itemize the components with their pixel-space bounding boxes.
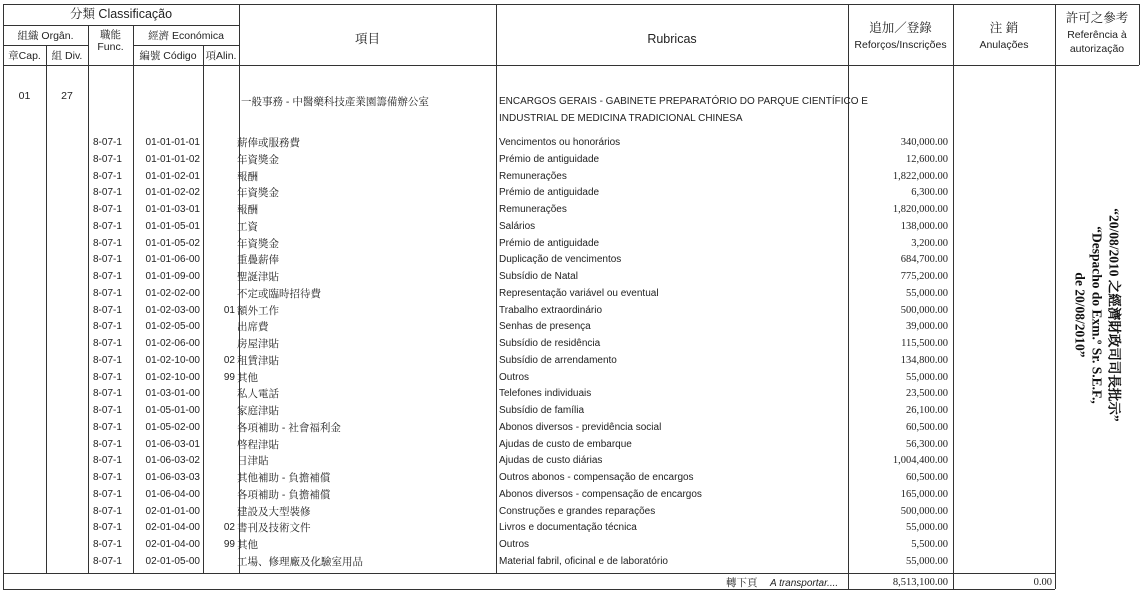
row-code: 01-03-01-00 (145, 388, 200, 399)
header-anulacoes: Anulações (979, 39, 1029, 51)
authorization-line3: de 20/08/2010” (1072, 272, 1088, 358)
row-amount: 55,000.00 (906, 556, 948, 567)
row-code: 02-01-01-00 (145, 506, 200, 517)
row-rubrica: Trabalho extraordinário (499, 305, 603, 316)
header-classificacao: 分類 Classificação (69, 7, 173, 21)
section-rubrica-line2: INDUSTRIAL DE MEDICINA TRADICIONAL CHINESA (499, 113, 743, 124)
row-code: 02-01-04-00 (145, 522, 200, 533)
row-func: 8-07-1 (93, 137, 122, 148)
row-item: 工場、修理廠及化驗室用品 (237, 556, 363, 568)
row-rubrica: Material fabril, oficinal e de laboratório (499, 556, 668, 567)
row-amount: 6,300.00 (911, 187, 948, 198)
header-alin: 項Alin. (205, 50, 237, 62)
rule-classification (3, 25, 239, 26)
row-code: 01-01-05-01 (145, 221, 200, 232)
row-func: 8-07-1 (93, 154, 122, 165)
row-item: 報酬 (237, 171, 258, 183)
row-amount: 340,000.00 (900, 137, 948, 148)
row-amount: 1,822,000.00 (892, 171, 948, 182)
row-code: 01-01-01-02 (145, 154, 200, 165)
rule-economica (133, 45, 239, 46)
row-func: 8-07-1 (93, 271, 122, 282)
row-item: 不定或臨時招待費 (237, 288, 321, 300)
row-item: 各項補助 - 負擔補償 (237, 489, 331, 501)
row-amount: 165,000.00 (900, 489, 948, 500)
row-rubrica: Prémio de antiguidade (499, 154, 600, 165)
row-code: 01-01-09-00 (145, 271, 200, 282)
section-div: 27 (61, 90, 73, 102)
row-code: 01-06-03-03 (145, 472, 200, 483)
row-func: 8-07-1 (93, 254, 122, 265)
row-func: 8-07-1 (93, 522, 122, 533)
row-amount: 55,000.00 (906, 372, 948, 383)
row-amount: 684,700.00 (900, 254, 948, 265)
row-item: 日津貼 (237, 455, 269, 467)
row-item: 額外工作 (237, 305, 279, 317)
row-code: 01-01-02-01 (145, 171, 200, 182)
row-amount: 1,004,400.00 (892, 455, 948, 466)
section-item: 一般事務 - 中醫藥科技產業園籌備辦公室 (241, 96, 429, 108)
row-rubrica: Prémio de antiguidade (499, 238, 600, 249)
footer-transport-cn: 轉下頁 (726, 577, 758, 589)
row-code: 01-02-10-00 (145, 355, 200, 366)
row-item: 租賃津貼 (237, 355, 279, 367)
row-item: 房屋津貼 (237, 338, 279, 350)
row-rubrica: Subsídio de família (499, 405, 585, 416)
row-amount: 5,500.00 (911, 539, 948, 550)
rule-top (3, 4, 1139, 5)
row-func: 8-07-1 (93, 355, 122, 366)
row-rubrica: Construções e grandes reparações (499, 506, 656, 517)
row-func: 8-07-1 (93, 455, 122, 466)
row-code: 01-01-01-01 (145, 137, 200, 148)
vline-cap (46, 45, 47, 573)
row-rubrica: Outros (499, 539, 530, 550)
header-ref-1: Referência à (1067, 29, 1127, 41)
row-item: 家庭津貼 (237, 405, 279, 417)
footer-transport-pt: A transportar.... (770, 578, 839, 589)
row-item: 其他 (237, 372, 258, 384)
row-amount: 1,820,000.00 (892, 204, 948, 215)
row-func: 8-07-1 (93, 338, 122, 349)
row-rubrica: Abonos diversos - compensação de encargos (499, 489, 702, 500)
row-func: 8-07-1 (93, 204, 122, 215)
row-code: 02-01-05-00 (145, 556, 200, 567)
row-code: 01-01-02-02 (145, 187, 200, 198)
row-amount: 3,200.00 (911, 238, 948, 249)
header-reforcos: Reforços/Inscrições (854, 39, 947, 51)
row-item: 出席費 (237, 321, 269, 333)
row-rubrica: Subsídio de arrendamento (499, 355, 617, 366)
row-amount: 500,000.00 (900, 305, 948, 316)
row-code: 01-01-06-00 (145, 254, 200, 265)
vline-anulacoes (1055, 4, 1056, 589)
row-rubrica: Subsídio de Natal (499, 271, 578, 282)
row-code: 01-06-03-01 (145, 439, 200, 450)
vline-div (88, 25, 89, 573)
row-func: 8-07-1 (93, 305, 122, 316)
header-func-cn: 職能 (100, 29, 121, 41)
vline-right (1139, 4, 1140, 65)
row-func: 8-07-1 (93, 187, 122, 198)
row-amount: 60,500.00 (906, 422, 948, 433)
authorization-reference (1072, 208, 1123, 421)
row-func: 8-07-1 (93, 472, 122, 483)
vline-reforcos (953, 4, 954, 589)
row-amount: 26,100.00 (906, 405, 948, 416)
row-item: 其他 (237, 539, 258, 551)
row-item: 啓程津貼 (237, 439, 279, 451)
row-func: 8-07-1 (93, 221, 122, 232)
row-item: 薪俸或服務費 (237, 137, 300, 149)
row-code: 01-02-05-00 (145, 321, 200, 332)
row-item: 其他補助 - 負擔補償 (237, 472, 331, 484)
rule-body-bottom (3, 573, 1055, 574)
row-rubrica: Outros abonos - compensação de encargos (499, 472, 694, 483)
row-rubrica: Subsídio de residência (499, 338, 601, 349)
row-rubrica: Salários (499, 221, 536, 232)
row-amount: 55,000.00 (906, 288, 948, 299)
header-ref-2: autorização (1069, 43, 1125, 55)
row-func: 8-07-1 (93, 439, 122, 450)
row-item: 書刊及技術文件 (237, 522, 311, 534)
header-item: 項目 (354, 32, 380, 46)
header-reforcos-cn: 追加／登錄 (869, 21, 932, 35)
row-rubrica: Senhas de presença (499, 321, 591, 332)
section-cap: 01 (18, 90, 31, 102)
row-func: 8-07-1 (93, 288, 122, 299)
row-amount: 500,000.00 (900, 506, 948, 517)
row-item: 報酬 (237, 204, 258, 216)
vline-item (496, 4, 497, 573)
header-anulacoes-cn: 注 銷 (989, 21, 1019, 35)
row-item: 私人電話 (237, 388, 279, 400)
row-amount: 775,200.00 (900, 271, 948, 282)
row-rubrica: Duplicação de vencimentos (499, 254, 622, 265)
row-rubrica: Prémio de antiguidade (499, 187, 600, 198)
row-rubrica: Remunerações (499, 204, 567, 215)
footer-total-reforcos: 8,513,100.00 (892, 577, 948, 588)
row-amount: 115,500.00 (901, 338, 948, 349)
row-func: 8-07-1 (93, 539, 122, 550)
row-func: 8-07-1 (93, 388, 122, 399)
row-rubrica: Outros (499, 372, 530, 383)
row-func: 8-07-1 (93, 372, 122, 383)
row-alin: 02 (223, 355, 235, 366)
row-alin: 99 (223, 539, 235, 550)
row-item: 年資獎金 (237, 154, 279, 166)
row-rubrica: Representação variável ou eventual (499, 288, 659, 299)
row-amount: 138,000.00 (900, 221, 948, 232)
row-rubrica: Abonos diversos - previdência social (499, 422, 662, 433)
row-code: 02-01-04-00 (145, 539, 200, 550)
row-amount: 56,300.00 (906, 439, 948, 450)
header-ref-cn: 許可之參考 (1065, 11, 1129, 25)
row-rubrica: Livros e documentação técnica (499, 522, 637, 533)
row-item: 工資 (237, 221, 258, 233)
row-item: 年資獎金 (237, 238, 279, 250)
rule-header-bottom (3, 65, 1139, 66)
row-rubrica: Remunerações (499, 171, 567, 182)
row-code: 01-06-04-00 (145, 489, 200, 500)
row-func: 8-07-1 (93, 171, 122, 182)
row-amount: 23,500.00 (906, 388, 948, 399)
row-item: 聖誕津貼 (237, 271, 279, 283)
row-alin: 02 (223, 522, 235, 533)
row-code: 01-02-06-00 (145, 338, 200, 349)
row-code: 01-01-03-01 (145, 204, 200, 215)
row-func: 8-07-1 (93, 238, 122, 249)
section-rubrica-line1: ENCARGOS GERAIS - GABINETE PREPARATÓRIO DO PARQUE CIENTÍFICO E (499, 96, 868, 107)
header-func: Func. (97, 41, 124, 53)
row-rubrica: Telefones individuais (499, 388, 592, 399)
row-alin: 99 (223, 372, 235, 383)
row-code: 01-06-03-02 (145, 455, 200, 466)
row-rubrica: Ajudas de custo diárias (499, 455, 603, 466)
authorization-line2: “Despacho do Exm.º Sr. S.E.F., (1089, 226, 1105, 404)
row-item: 建設及大型裝修 (237, 506, 311, 518)
row-func: 8-07-1 (93, 321, 122, 332)
row-func: 8-07-1 (93, 405, 122, 416)
row-code: 01-05-01-00 (145, 405, 200, 416)
header-economica: 經濟 Económica (148, 30, 224, 42)
row-func: 8-07-1 (93, 556, 122, 567)
authorization-line1: “20/08/2010 之經濟財政司司長批示” (1106, 208, 1122, 422)
footer-total-anulacoes: 0.00 (1033, 577, 1052, 588)
row-code: 01-05-02-00 (145, 422, 200, 433)
rule-footer-bottom (3, 589, 1055, 590)
header-organica: 組織 Orgân. (17, 30, 74, 42)
header-div: 組 Div. (51, 50, 83, 62)
row-code: 01-02-02-00 (145, 288, 200, 299)
header-rubricas: Rubricas (647, 32, 697, 46)
row-alin: 01 (223, 305, 235, 316)
row-code: 01-01-05-02 (145, 238, 200, 249)
row-func: 8-07-1 (93, 506, 122, 517)
row-item: 年資獎金 (237, 187, 279, 199)
row-code: 01-02-10-00 (145, 372, 200, 383)
row-func: 8-07-1 (93, 422, 122, 433)
row-rubrica: Ajudas de custo de embarque (499, 439, 632, 450)
row-amount: 60,500.00 (906, 472, 948, 483)
row-rubrica: Vencimentos ou honorários (499, 137, 621, 148)
row-item: 各項補助 - 社會福利金 (237, 422, 341, 434)
header-cap: 章Cap. (8, 50, 41, 62)
row-amount: 55,000.00 (906, 522, 948, 533)
row-item: 重疊薪俸 (237, 254, 279, 266)
row-amount: 134,800.00 (900, 355, 948, 366)
row-amount: 39,000.00 (906, 321, 948, 332)
row-amount: 12,600.00 (906, 154, 948, 165)
row-code: 01-02-03-00 (145, 305, 200, 316)
header-codigo: 編號 Código (139, 50, 197, 62)
row-func: 8-07-1 (93, 489, 122, 500)
